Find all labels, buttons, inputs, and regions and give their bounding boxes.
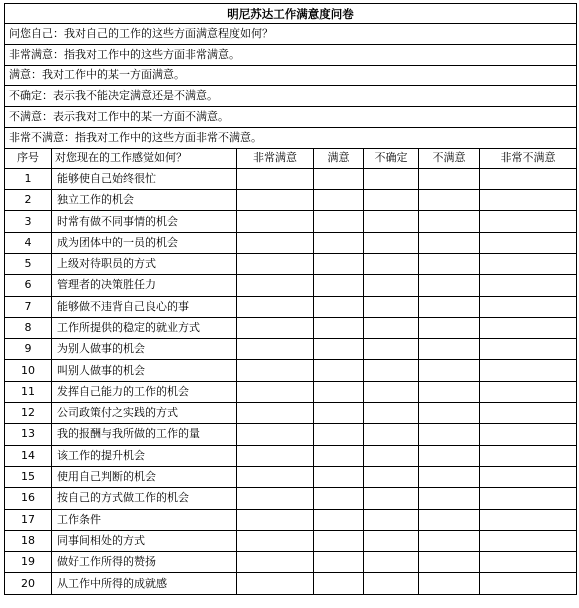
item-text: 管理者的决策胜任力	[52, 275, 237, 296]
item-number: 8	[5, 317, 52, 338]
answer-cell-very-satisfied[interactable]	[237, 424, 314, 445]
item-text: 叫别人做事的机会	[52, 360, 237, 381]
answer-cell-uncertain[interactable]	[364, 381, 419, 402]
intro-line-3: 满意：我对工作中的某一方面满意。	[5, 65, 577, 86]
item-number: 4	[5, 232, 52, 253]
answer-cell-very-satisfied[interactable]	[237, 552, 314, 573]
answer-cell-satisfied[interactable]	[314, 275, 364, 296]
answer-cell-very-dissatisfied[interactable]	[480, 190, 577, 211]
answer-cell-dissatisfied[interactable]	[419, 360, 480, 381]
table-row	[5, 168, 577, 189]
item-number: 2	[5, 190, 52, 211]
intro-row	[5, 86, 577, 107]
table-row	[5, 339, 577, 360]
answer-cell-satisfied[interactable]	[314, 360, 364, 381]
item-text: 公司政策付之实践的方式	[52, 403, 237, 424]
answer-cell-satisfied[interactable]	[314, 530, 364, 551]
answer-cell-very-satisfied[interactable]	[237, 509, 314, 530]
item-number: 1	[5, 168, 52, 189]
intro-line-4: 不确定：表示我不能决定满意还是不满意。	[5, 86, 577, 107]
answer-cell-satisfied[interactable]	[314, 253, 364, 274]
table-row	[5, 275, 577, 296]
answer-cell-satisfied[interactable]	[314, 466, 364, 487]
answer-cell-very-dissatisfied[interactable]	[480, 573, 577, 594]
answer-cell-satisfied[interactable]	[314, 232, 364, 253]
item-text: 我的报酬与我所做的工作的量	[52, 424, 237, 445]
item-number: 5	[5, 253, 52, 274]
intro-line-1: 问您自己：我对自己的工作的这些方面满意程度如何？	[5, 24, 577, 45]
answer-cell-satisfied[interactable]	[314, 190, 364, 211]
table-row	[5, 381, 577, 402]
item-number: 6	[5, 275, 52, 296]
answer-cell-dissatisfied[interactable]	[419, 275, 480, 296]
answer-cell-very-dissatisfied[interactable]	[480, 552, 577, 573]
item-text: 做好工作所得的赞扬	[52, 552, 237, 573]
answer-cell-satisfied[interactable]	[314, 211, 364, 232]
intro-row	[5, 65, 577, 86]
item-text: 为别人做事的机会	[52, 339, 237, 360]
answer-cell-very-dissatisfied[interactable]	[480, 253, 577, 274]
answer-cell-very-satisfied[interactable]	[237, 381, 314, 402]
table-row	[5, 509, 577, 530]
table-row	[5, 466, 577, 487]
answer-cell-very-dissatisfied[interactable]	[480, 466, 577, 487]
answer-cell-very-satisfied[interactable]	[237, 573, 314, 594]
answer-cell-very-dissatisfied[interactable]	[480, 509, 577, 530]
answer-cell-uncertain[interactable]	[364, 339, 419, 360]
title-row	[5, 4, 577, 24]
item-number: 10	[5, 360, 52, 381]
answer-cell-dissatisfied[interactable]	[419, 232, 480, 253]
answer-cell-dissatisfied[interactable]	[419, 530, 480, 551]
table-row	[5, 253, 577, 274]
answer-cell-very-satisfied[interactable]	[237, 296, 314, 317]
answer-cell-satisfied[interactable]	[314, 381, 364, 402]
answer-cell-satisfied[interactable]	[314, 317, 364, 338]
answer-cell-very-dissatisfied[interactable]	[480, 381, 577, 402]
item-number: 11	[5, 381, 52, 402]
intro-row	[5, 107, 577, 128]
answer-cell-uncertain[interactable]	[364, 211, 419, 232]
item-number: 14	[5, 445, 52, 466]
table-row	[5, 403, 577, 424]
item-text: 时常有做不同事情的机会	[52, 211, 237, 232]
item-text: 使用自己判断的机会	[52, 466, 237, 487]
answer-cell-satisfied[interactable]	[314, 424, 364, 445]
header-uncertain: 不确定	[364, 148, 419, 168]
answer-cell-dissatisfied[interactable]	[419, 168, 480, 189]
header-row	[5, 148, 577, 168]
table-row	[5, 445, 577, 466]
answer-cell-very-dissatisfied[interactable]	[480, 211, 577, 232]
answer-cell-uncertain[interactable]	[364, 530, 419, 551]
answer-cell-very-dissatisfied[interactable]	[480, 275, 577, 296]
answer-cell-satisfied[interactable]	[314, 403, 364, 424]
intro-line-5: 不满意：表示我对工作中的某一方面不满意。	[5, 107, 577, 128]
answer-cell-very-dissatisfied[interactable]	[480, 168, 577, 189]
answer-cell-very-satisfied[interactable]	[237, 360, 314, 381]
header-satisfied: 满意	[314, 148, 364, 168]
answer-cell-very-satisfied[interactable]	[237, 466, 314, 487]
answer-cell-uncertain[interactable]	[364, 552, 419, 573]
answer-cell-very-satisfied[interactable]	[237, 488, 314, 509]
table-row	[5, 573, 577, 594]
intro-row	[5, 127, 577, 148]
answer-cell-dissatisfied[interactable]	[419, 296, 480, 317]
item-number: 16	[5, 488, 52, 509]
answer-cell-uncertain[interactable]	[364, 509, 419, 530]
item-text: 发挥自己能力的工作的机会	[52, 381, 237, 402]
table-row	[5, 232, 577, 253]
item-number: 9	[5, 339, 52, 360]
item-number: 7	[5, 296, 52, 317]
answer-cell-very-satisfied[interactable]	[237, 530, 314, 551]
answer-cell-very-dissatisfied[interactable]	[480, 296, 577, 317]
answer-cell-very-dissatisfied[interactable]	[480, 403, 577, 424]
answer-cell-dissatisfied[interactable]	[419, 339, 480, 360]
header-very-satisfied: 非常满意	[237, 148, 314, 168]
answer-cell-very-dissatisfied[interactable]	[480, 232, 577, 253]
answer-cell-dissatisfied[interactable]	[419, 488, 480, 509]
answer-cell-dissatisfied[interactable]	[419, 190, 480, 211]
item-number: 3	[5, 211, 52, 232]
answer-cell-dissatisfied[interactable]	[419, 403, 480, 424]
answer-cell-satisfied[interactable]	[314, 445, 364, 466]
table-row	[5, 488, 577, 509]
item-number: 19	[5, 552, 52, 573]
answer-cell-dissatisfied[interactable]	[419, 445, 480, 466]
answer-cell-uncertain[interactable]	[364, 403, 419, 424]
answer-cell-uncertain[interactable]	[364, 360, 419, 381]
answer-cell-very-dissatisfied[interactable]	[480, 445, 577, 466]
answer-cell-very-dissatisfied[interactable]	[480, 339, 577, 360]
table-row	[5, 190, 577, 211]
answer-cell-satisfied[interactable]	[314, 168, 364, 189]
answer-cell-very-satisfied[interactable]	[237, 403, 314, 424]
answer-cell-uncertain[interactable]	[364, 466, 419, 487]
intro-line-6: 非常不满意：指我对工作中的这些方面非常不满意。	[5, 127, 577, 148]
answer-cell-satisfied[interactable]	[314, 296, 364, 317]
answer-cell-very-dissatisfied[interactable]	[480, 530, 577, 551]
answer-cell-dissatisfied[interactable]	[419, 317, 480, 338]
item-text: 成为团体中的一员的机会	[52, 232, 237, 253]
item-text: 该工作的提升机会	[52, 445, 237, 466]
table-row	[5, 530, 577, 551]
questionnaire-title: 明尼苏达工作满意度问卷	[5, 4, 577, 24]
answer-cell-uncertain[interactable]	[364, 317, 419, 338]
table-row	[5, 211, 577, 232]
answer-cell-satisfied[interactable]	[314, 552, 364, 573]
answer-cell-very-satisfied[interactable]	[237, 339, 314, 360]
questionnaire-sheet	[4, 3, 576, 595]
answer-cell-uncertain[interactable]	[364, 190, 419, 211]
answer-cell-uncertain[interactable]	[364, 488, 419, 509]
answer-cell-very-satisfied[interactable]	[237, 211, 314, 232]
answer-cell-uncertain[interactable]	[364, 168, 419, 189]
answer-cell-uncertain[interactable]	[364, 424, 419, 445]
answer-cell-very-satisfied[interactable]	[237, 168, 314, 189]
item-number: 18	[5, 530, 52, 551]
table-row	[5, 424, 577, 445]
answer-cell-very-satisfied[interactable]	[237, 275, 314, 296]
header-question: 对您现在的工作感觉如何？	[52, 148, 237, 168]
intro-row	[5, 24, 577, 45]
answer-cell-very-satisfied[interactable]	[237, 445, 314, 466]
answer-cell-uncertain[interactable]	[364, 445, 419, 466]
answer-cell-very-dissatisfied[interactable]	[480, 317, 577, 338]
answer-cell-very-satisfied[interactable]	[237, 232, 314, 253]
item-text: 能够使自己始终很忙	[52, 168, 237, 189]
answer-cell-satisfied[interactable]	[314, 573, 364, 594]
answer-cell-very-dissatisfied[interactable]	[480, 360, 577, 381]
item-text: 从工作中所得的成就感	[52, 573, 237, 594]
answer-cell-very-satisfied[interactable]	[237, 190, 314, 211]
item-text: 同事间相处的方式	[52, 530, 237, 551]
table-row	[5, 552, 577, 573]
table-row	[5, 296, 577, 317]
answer-cell-dissatisfied[interactable]	[419, 509, 480, 530]
header-very-dissatisfied: 非常不满意	[480, 148, 577, 168]
item-number: 15	[5, 466, 52, 487]
answer-cell-dissatisfied[interactable]	[419, 253, 480, 274]
answer-cell-satisfied[interactable]	[314, 339, 364, 360]
intro-line-2: 非常满意：指我对工作中的这些方面非常满意。	[5, 44, 577, 65]
answer-cell-satisfied[interactable]	[314, 488, 364, 509]
header-index: 序号	[5, 148, 52, 168]
answer-cell-dissatisfied[interactable]	[419, 552, 480, 573]
answer-cell-uncertain[interactable]	[364, 296, 419, 317]
answer-cell-dissatisfied[interactable]	[419, 381, 480, 402]
answer-cell-uncertain[interactable]	[364, 232, 419, 253]
answer-cell-satisfied[interactable]	[314, 509, 364, 530]
answer-cell-dissatisfied[interactable]	[419, 424, 480, 445]
answer-cell-dissatisfied[interactable]	[419, 211, 480, 232]
answer-cell-very-dissatisfied[interactable]	[480, 424, 577, 445]
answer-cell-uncertain[interactable]	[364, 573, 419, 594]
answer-cell-very-satisfied[interactable]	[237, 253, 314, 274]
answer-cell-uncertain[interactable]	[364, 253, 419, 274]
item-text: 能够做不违背自己良心的事	[52, 296, 237, 317]
answer-cell-dissatisfied[interactable]	[419, 466, 480, 487]
item-number: 20	[5, 573, 52, 594]
item-text: 按自己的方式做工作的机会	[52, 488, 237, 509]
item-text: 工作条件	[52, 509, 237, 530]
header-dissatisfied: 不满意	[419, 148, 480, 168]
answer-cell-very-dissatisfied[interactable]	[480, 488, 577, 509]
answer-cell-uncertain[interactable]	[364, 275, 419, 296]
answer-cell-dissatisfied[interactable]	[419, 573, 480, 594]
answer-cell-very-satisfied[interactable]	[237, 317, 314, 338]
questionnaire-table	[4, 3, 577, 595]
item-number: 13	[5, 424, 52, 445]
item-number: 12	[5, 403, 52, 424]
item-number: 17	[5, 509, 52, 530]
table-row	[5, 360, 577, 381]
intro-row	[5, 44, 577, 65]
item-text: 工作所提供的稳定的就业方式	[52, 317, 237, 338]
item-text: 上级对待职员的方式	[52, 253, 237, 274]
item-text: 独立工作的机会	[52, 190, 237, 211]
table-row	[5, 317, 577, 338]
